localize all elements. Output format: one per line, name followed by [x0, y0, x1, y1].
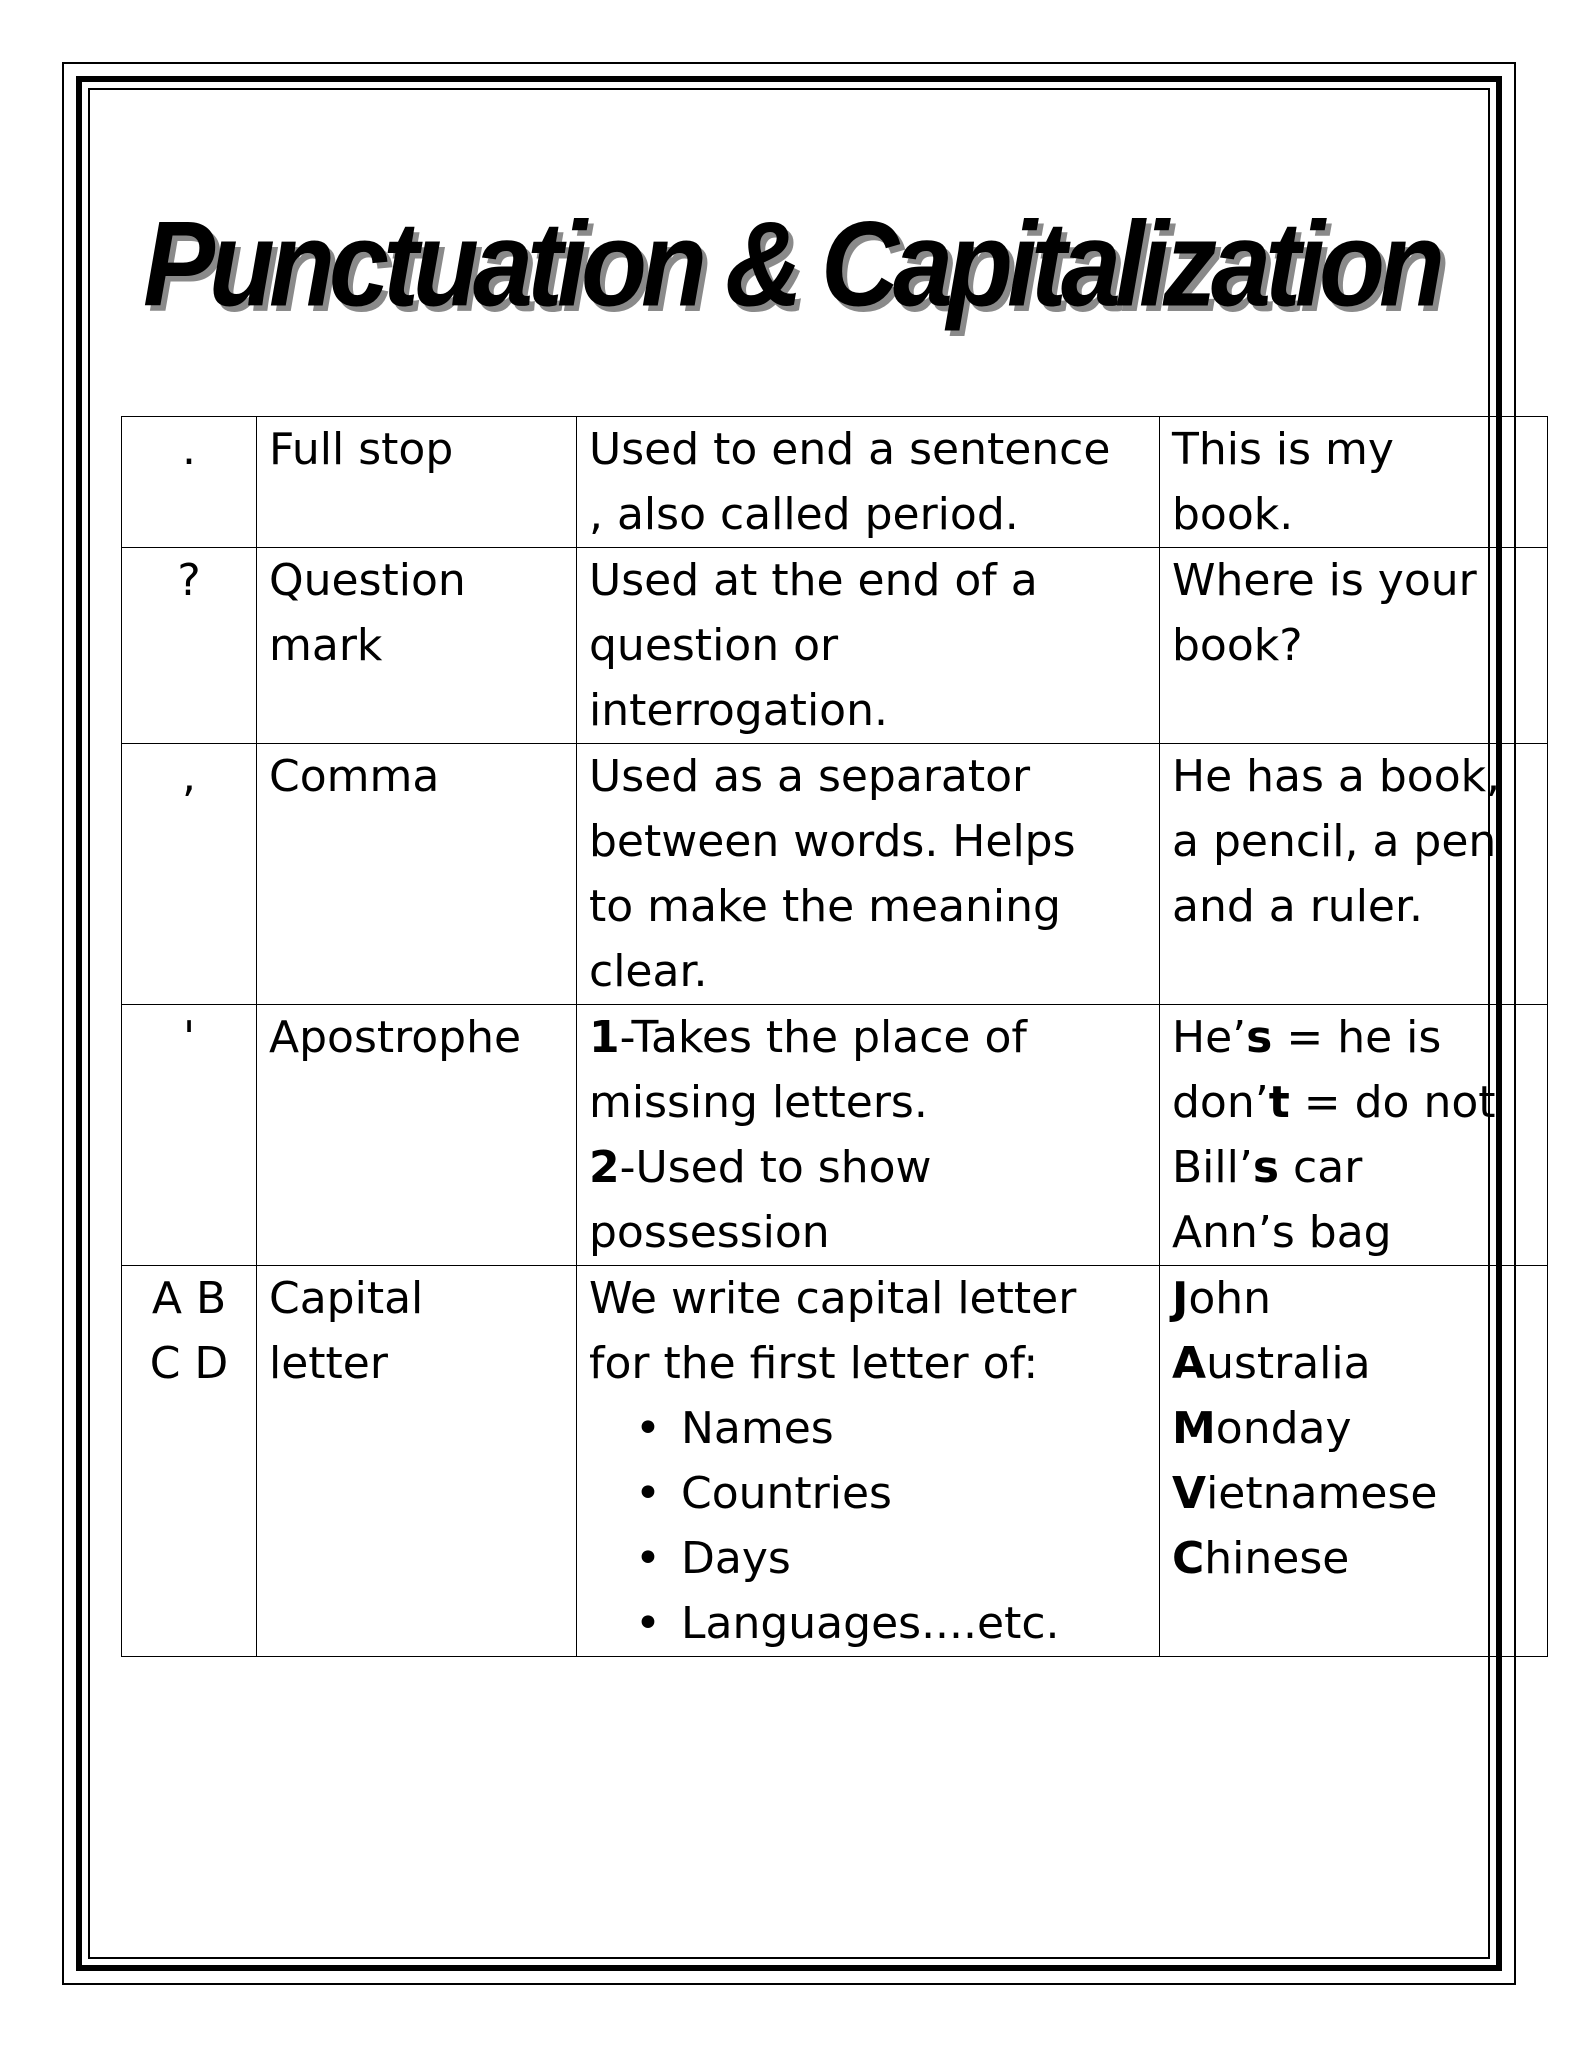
- usage-cell: Used at the end of a question or interrogation.: [577, 548, 1160, 744]
- symbol-cell: .: [122, 417, 257, 548]
- symbol-cell: A B C D: [122, 1266, 257, 1657]
- name-cell: Full stop: [257, 417, 577, 548]
- name-cell: Apostrophe: [257, 1005, 577, 1266]
- example-cell: He’s = he is don’t = do not Bill’s car Ann’s bag: [1160, 1005, 1548, 1266]
- example-cell: This is my book.: [1160, 417, 1548, 548]
- name-cell: Question mark: [257, 548, 577, 744]
- table-row: [122, 548, 1548, 744]
- symbol-cell: ?: [122, 548, 257, 744]
- usage-cell: Used as a separator between words. Helps to make the meaning clear.: [577, 744, 1160, 1005]
- name-cell: Comma: [257, 744, 577, 1005]
- capital-usage-list: [589, 1396, 1147, 1656]
- table-row: [122, 744, 1548, 1005]
- example-cell: Where is your book?: [1160, 548, 1548, 744]
- name-cell: Capital letter: [257, 1266, 577, 1657]
- list-item: • Days: [681, 1526, 1147, 1591]
- punctuation-table: [121, 416, 1548, 1657]
- page-title: Punctuation & Capitalization: [142, 195, 1439, 332]
- example-cell: He has a book, a pencil, a pen and a ruler.: [1160, 744, 1548, 1005]
- symbol-cell: ': [122, 1005, 257, 1266]
- usage-cell: 1-Takes the place of missing letters. 2-Used to show possession: [577, 1005, 1160, 1266]
- list-item: • Languages....etc.: [681, 1591, 1147, 1656]
- table-row: [122, 1266, 1548, 1657]
- usage-cell: We write capital letter for the first letter of: • Names • Countries • Days • Languages....etc.: [577, 1266, 1160, 1657]
- table-row: [122, 417, 1548, 548]
- usage-cell: Used to end a sentence , also called period.: [577, 417, 1160, 548]
- list-item: • Names: [681, 1396, 1147, 1461]
- table-row: [122, 1005, 1548, 1266]
- symbol-cell: ,: [122, 744, 257, 1005]
- list-item: • Countries: [681, 1461, 1147, 1526]
- example-cell: John Australia Monday Vietnamese Chinese: [1160, 1266, 1548, 1657]
